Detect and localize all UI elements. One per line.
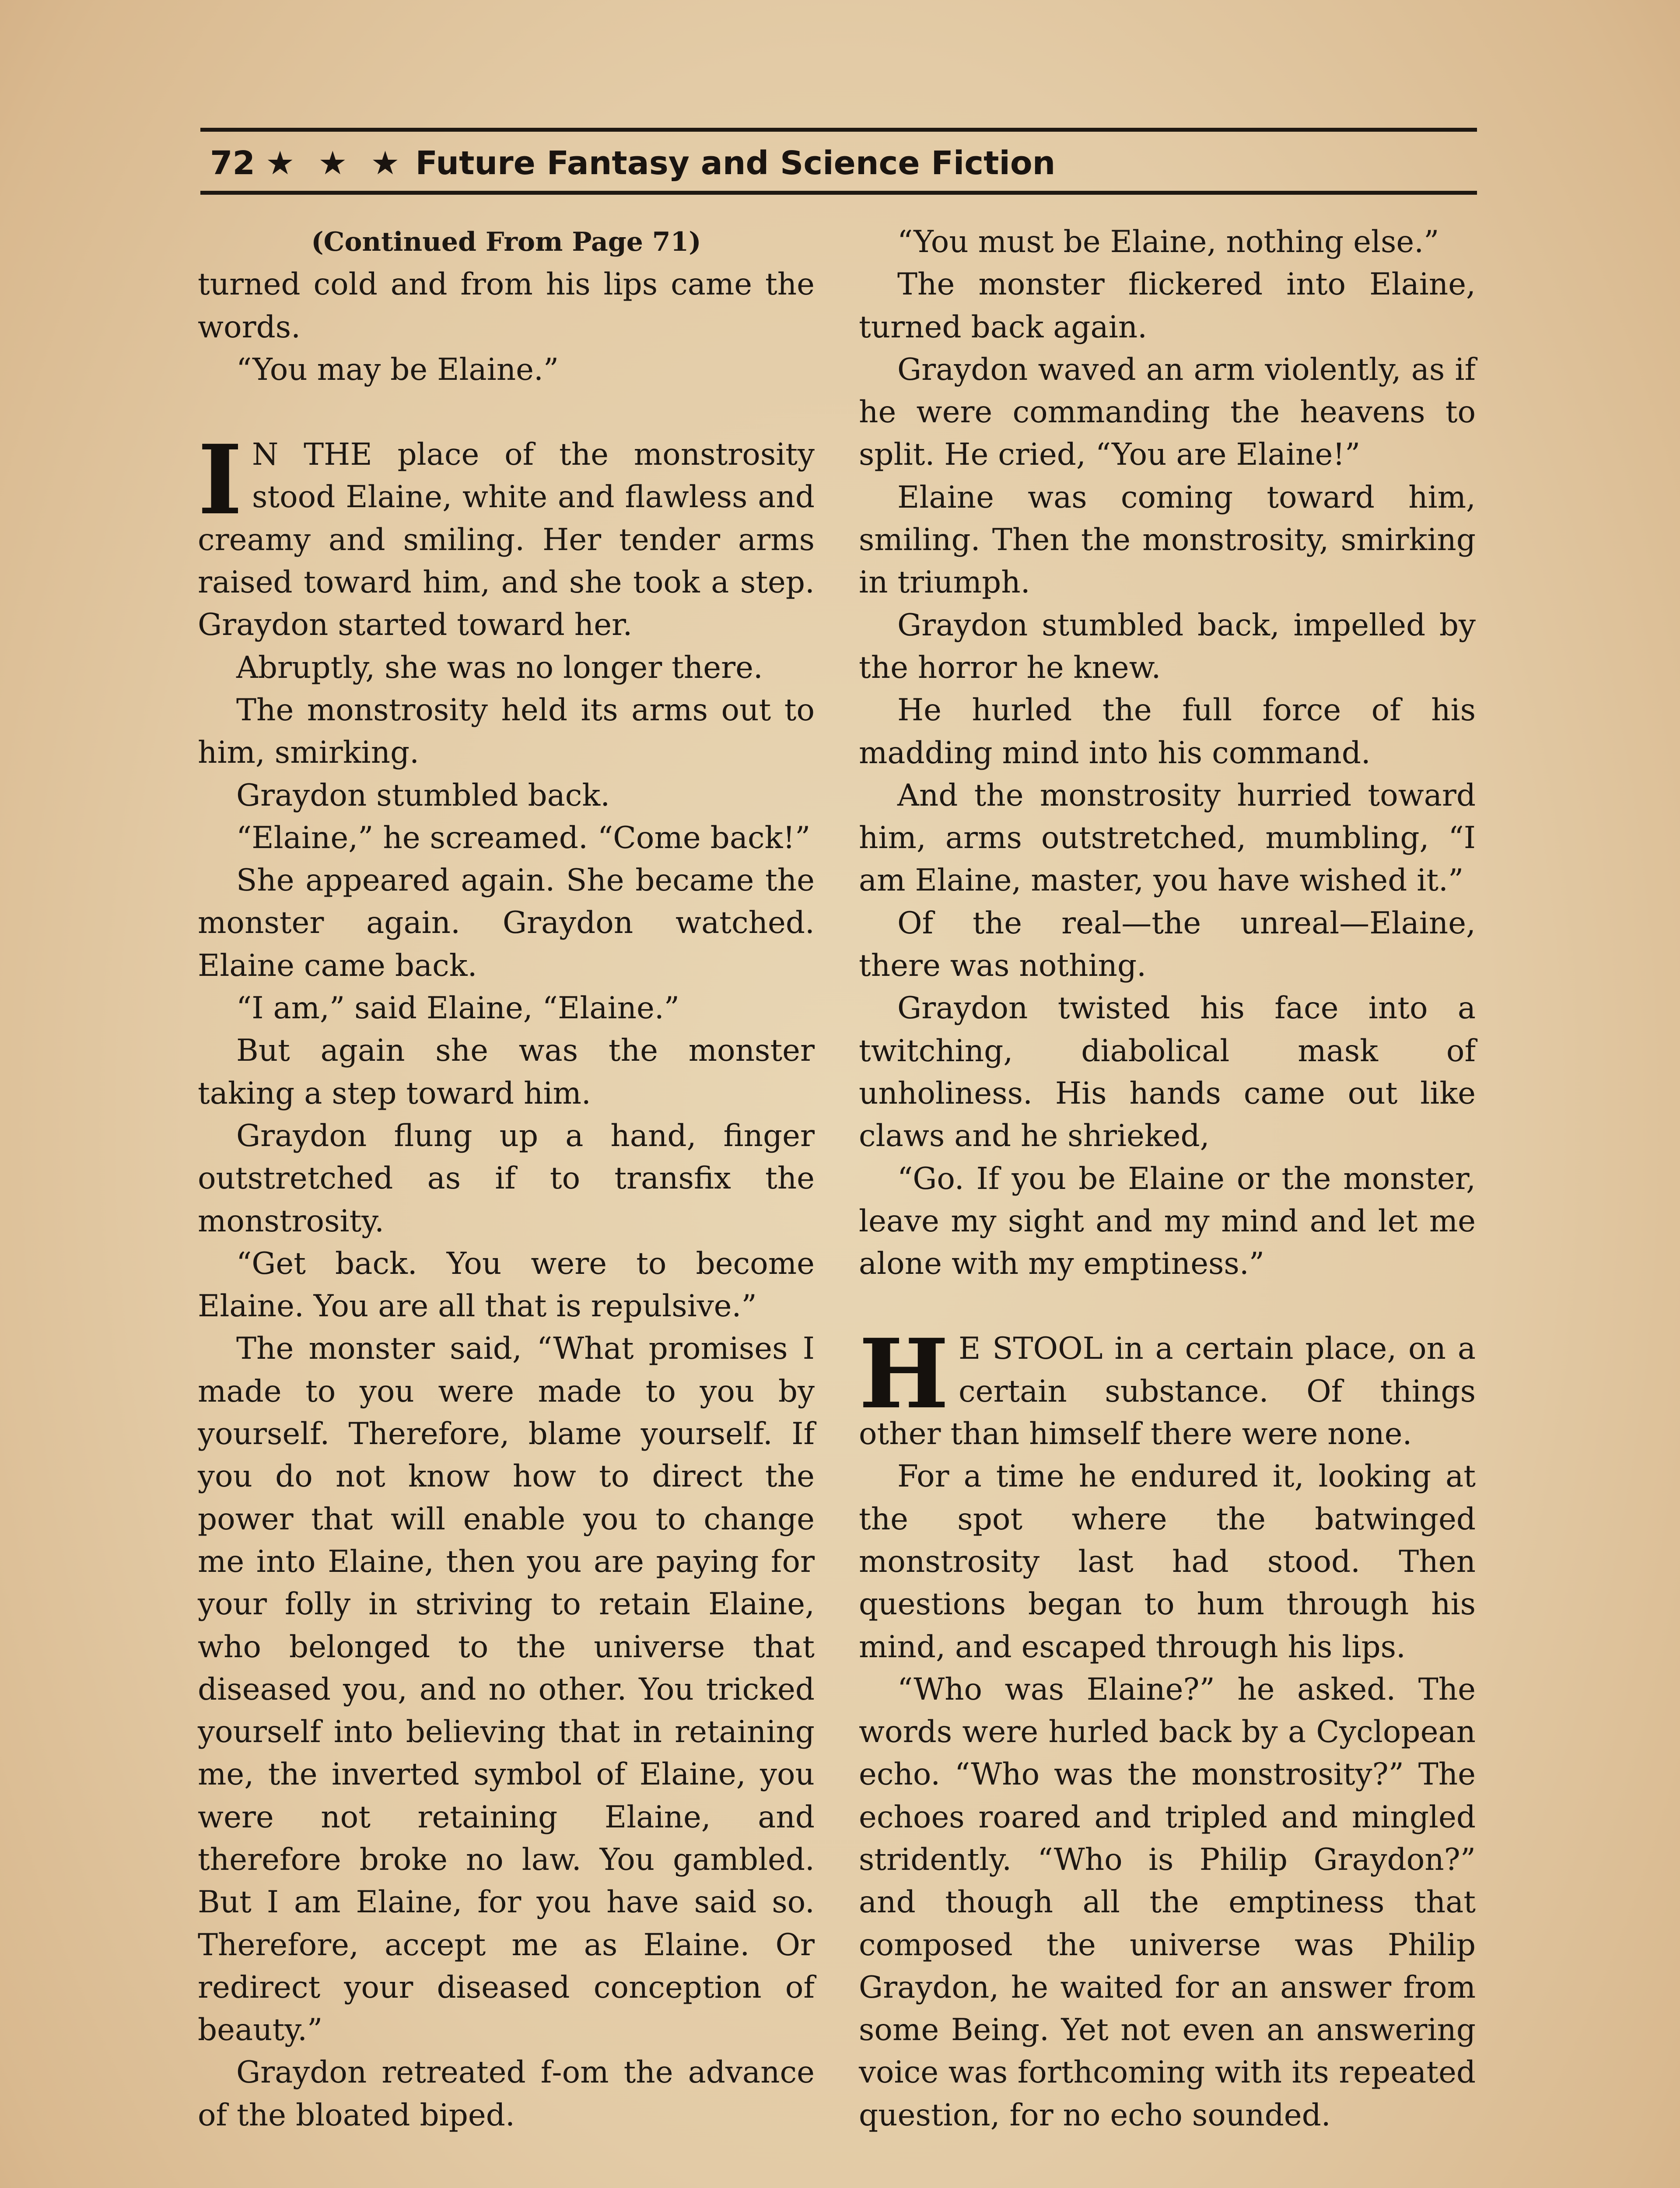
paragraph: Graydon stumbled back. <box>236 778 610 813</box>
right-column <box>859 221 1476 2137</box>
paragraph: Of the real—the unreal—Elaine, there was nothing. <box>859 905 1476 984</box>
paragraph: He hurled the full force of his madding mind into his command. <box>859 693 1476 771</box>
page-number: 72 <box>210 144 255 182</box>
paragraph: Graydon waved an arm violently, as if he were commanding the heavens to split. He cried, “You are Elaine!” <box>859 352 1476 473</box>
header-top-rule <box>200 128 1477 132</box>
paragraph: Graydon retreated f‑om the advance of the bloated biped. <box>198 2055 815 2133</box>
paragraph: She appeared again. She became the monster again. Graydon watched. Elaine came back. <box>198 863 815 983</box>
paragraph: Elaine was coming toward him, smiling. Then the monstrosity, smirking in triumph. <box>859 480 1476 600</box>
paragraph-text: E STOOL in a certain place, on a certain substance. Of things other than himself there were none. <box>859 1331 1476 1452</box>
left-column <box>198 221 815 2137</box>
drop-cap: I <box>198 424 242 536</box>
star-ornament-icon: ★ ★ ★ <box>265 144 406 182</box>
paragraph-with-drop-cap <box>198 424 815 646</box>
paragraph: “Go. If you be Elaine or the monster, leave my sight and my mind and let me alone with my emptiness.” <box>859 1161 1476 1282</box>
paragraph: “You may be Elaine.” <box>236 352 559 387</box>
paragraph: Graydon stumbled back, impelled by the horror he knew. <box>859 607 1476 685</box>
paragraph: Graydon flung up a hand, finger outstretched as if to transfix the monstrosity. <box>198 1118 815 1239</box>
paragraph: turned cold and from his lips came the words. <box>198 267 815 345</box>
paragraph: For a time he endured it, looking at the spot where the batwinged monstrosity last had stood. Then questions began to hum through his mind, and escaped through his lips. <box>859 1459 1476 1665</box>
drop-cap: H <box>859 1318 949 1431</box>
paragraph-text: N THE place of the monstrosity stood Elaine, white and flawless and creamy and smiling. Her tender arms raised toward him, and she took a step. Graydon started toward her. <box>198 437 815 643</box>
paragraph: And the monstrosity hurried toward him, arms outstretched, mumbling, “I am Elaine, master, you have wished it.” <box>859 778 1476 898</box>
paragraph: “You must be Elaine, nothing else.” <box>897 224 1439 259</box>
continued-note: (Continued From Page 71) <box>311 227 701 257</box>
paragraph: Abruptly, she was no longer there. <box>236 650 763 685</box>
running-head <box>210 139 1470 187</box>
paragraph: “I am,” said Elaine, “Elaine.” <box>236 991 680 1026</box>
paragraph: The monstrosity held its arms out to him, smirking. <box>198 692 815 771</box>
paragraph: But again she was the monster taking a step toward him. <box>198 1033 815 1111</box>
paragraph: Graydon twisted his face into a twitching, diabolical mask of unholiness. His hands came out like claws and he shrieked, <box>859 991 1476 1154</box>
paragraph-with-drop-cap <box>859 1318 1476 1455</box>
paragraph: “Elaine,” he screamed. “Come back!” <box>236 820 811 856</box>
header-bottom-rule <box>200 191 1477 195</box>
paragraph: “Get back. You were to become Elaine. You are all that is repulsive.” <box>198 1246 815 1324</box>
paragraph: The monster flickered into Elaine, turned back again. <box>859 267 1476 345</box>
magazine-title: Future Fantasy and Science Fiction <box>415 144 1056 182</box>
paragraph: The monster said, “What promises I made to you were made to you by yourself. Therefore, blame yourself. If you do not know how to direct the power that will enable you to change me into Elaine, then you are paying for your folly in striving to retain Elaine, who belonged to the universe that diseased you, and no other. You tricked yourself into believing that in retaining me, the inverted symbol of Elaine, you were not retaining Elaine, and therefore broke no law. You gambled. But I am Elaine, for you have said so. Therefore, accept me as Elaine. Or redirect your diseased conception of beauty.” <box>198 1331 815 2048</box>
paragraph: “Who was Elaine?” he asked. The words were hurled back by a Cyclopean echo. “Who was the monstrosity?” The echoes roared and tripled and mingled stridently. “Who is Philip Graydon?” and though all the emptiness that composed the universe was Philip Graydon, he waited for an answer from some Being. Yet not even an answering voice was forthcoming with its repeated question, for no echo sounded. <box>859 1672 1476 2133</box>
